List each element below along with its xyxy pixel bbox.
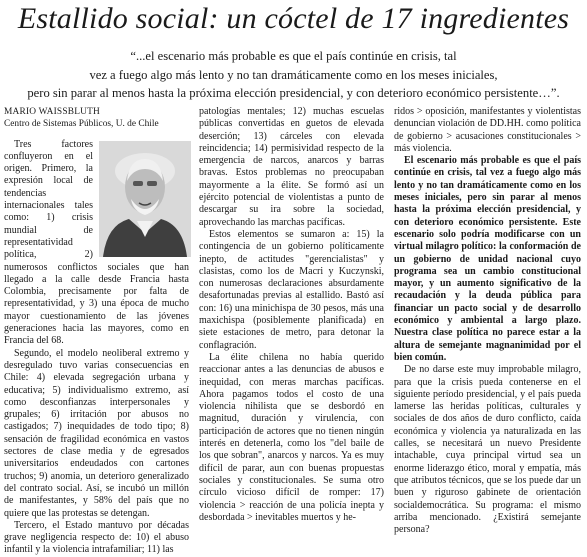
- pull-quote-line: “...el escenario más probable es que el país continúe en crisis, tal: [130, 49, 457, 63]
- paragraph: De no darse este muy improbable milagro, para que la crisis pueda contenerse en el siguiente período presidencial, y el país pueda lamerse las heridas políticas, culturales y sociales de dos años de duro conflicto, caída económica y violencia ya naturalizada en las calles, se necesitará un nuevo Presidente intachable, cuya principal virtud sea un enorme liderazgo ético, moral y empatía, más que atributos técnicos, que se los puede dar un buen y riguroso gabinete de orientación socialdemocrática. Su programa: el mismo arriba mencionado. ¿Existirá semejante persona?: [394, 364, 581, 536]
- author-name: MARIO WAISSBLUTH: [4, 107, 101, 117]
- paragraph: Estos elementos se sumaron a: 15) la contingencia de un gobierno políticamente inepto, de actitudes "gerencialistas" y clasistas, como los de Macri y Kuczynski, con numerosas declaraciones absurdamente desafortunadas previas al estallido. Bastó así con: 16) una minichispa de 30 pesos, más una maxichispa (posiblemente planificada) en siete estaciones de metro, para detonar la conflagración.: [199, 228, 384, 351]
- article-column-2: [199, 106, 384, 524]
- author-photo: [99, 141, 191, 257]
- paragraph: La élite chilena no había querido reaccionar antes a las denuncias de abusos e inequidad, con meras marchas pacíficas. Ahora pagamos todos el costo de una violencia nihilista que se desbordó en magnitud, duración y virulencia, con participación de actores que no tienen ningún interés en detenerla, como los "del baile de los que sobran", anarcos y narcos. Ya es muy difícil de parar, aun con buenas propuestas sociales y constitucionales. Se suma otro círculo vicioso difícil de romper: 17) violencia > reacción de una policía inepta y desbordada > inevitables muertos y he-: [199, 351, 384, 523]
- paragraph: Segundo, el modelo neoliberal extremo y desregulado tuvo varias consecuencias en Chile: 4) elevada segregación urbana y educativa; 5) individualismo extremo, así como desconfianzas interpersonales y grupales; 6) irritación por abusos no castigados; 7) inequidades de todo tipo; 8) sensación de fragilidad económica en vastos sectores de clase media y de egresados universitarios endeudados con cartones truchos; 9) anomia, un deterioro generalizado del contrato social. Así, se incubó un millón de manifestantes, y 58% del país que no quiere que las protestas se detengan.: [4, 347, 189, 519]
- paragraph: Tres factores confluyeron en el origen. Primero, la expresión local de tendencias internacionales tales como: 1) crisis mundial de representatividad política, 2) numerosos conflictos sociales que han llegado a la calle desde Francia hasta Colombia, precisamente por falta de representatividad, y 3) una época de mucho mayor cuestionamiento de las jóvenes generaciones hacia las mayores, como en Francia del 68.: [4, 138, 189, 347]
- paragraph: patologías mentales; 12) muchas escuelas públicas convertidas en guetos de elevada deserción; 13) cárceles con elevada reincidencia; 14) permisividad respecto de la emergencia de narcos, anarcos y barras bravas. Estos problemas no preocupaban mayormente a la élite. Se formó así un ejército potencial de violentistas a punto de descargar su ira sobre la sociedad, aprovechando las marchas pacíficas.: [199, 106, 384, 228]
- author-affiliation: Centro de Sistemas Públicos, U. de Chile: [4, 119, 159, 130]
- pull-quote-line: pero sin parar al menos hasta la próxima elección presidencial, y con deterioro económico persistente…”.: [27, 86, 560, 100]
- pull-quote-line: vez a fuego algo más lento y no tan dramáticamente como en los meses iniciales,: [89, 67, 498, 82]
- article-title: Estallido social: un cóctel de 17 ingredientes: [17, 2, 570, 35]
- highlighted-paragraph: El escenario más probable es que el país continúe en crisis, tal vez a fuego algo más lento y no tan dramáticamente como en los meses iniciales, pero sin parar al menos hasta la próxima elección presidencial, y con deterioro económico persistente. Este escenario solo podría modificarse con un virtual milagro político: la conformación de un gobierno de unidad nacional cuyo programa sea un cambio constitucional mayor, y un aumento significativo de la recaudación y la deuda pública para financiar un pacto social y de desarrollo económico y ambiental a largo plazo. Nuestra clase política no parece estar a la altura de semejante magnanimidad por el bien común.: [394, 155, 581, 363]
- pull-quote: [0, 47, 587, 103]
- article-column-1: [4, 106, 189, 557]
- paragraph: Tercero, el Estado mantuvo por décadas grave negligencia respecto de: 10) el abuso infantil y la violencia intrafamiliar; 11) las: [4, 519, 189, 556]
- paragraph: ridos > oposición, manifestantes y violentistas denuncian violación de DD.HH. como política de gobierno > acusaciones constitucionales > más violencia.: [394, 106, 581, 154]
- article-column-3: [394, 106, 581, 536]
